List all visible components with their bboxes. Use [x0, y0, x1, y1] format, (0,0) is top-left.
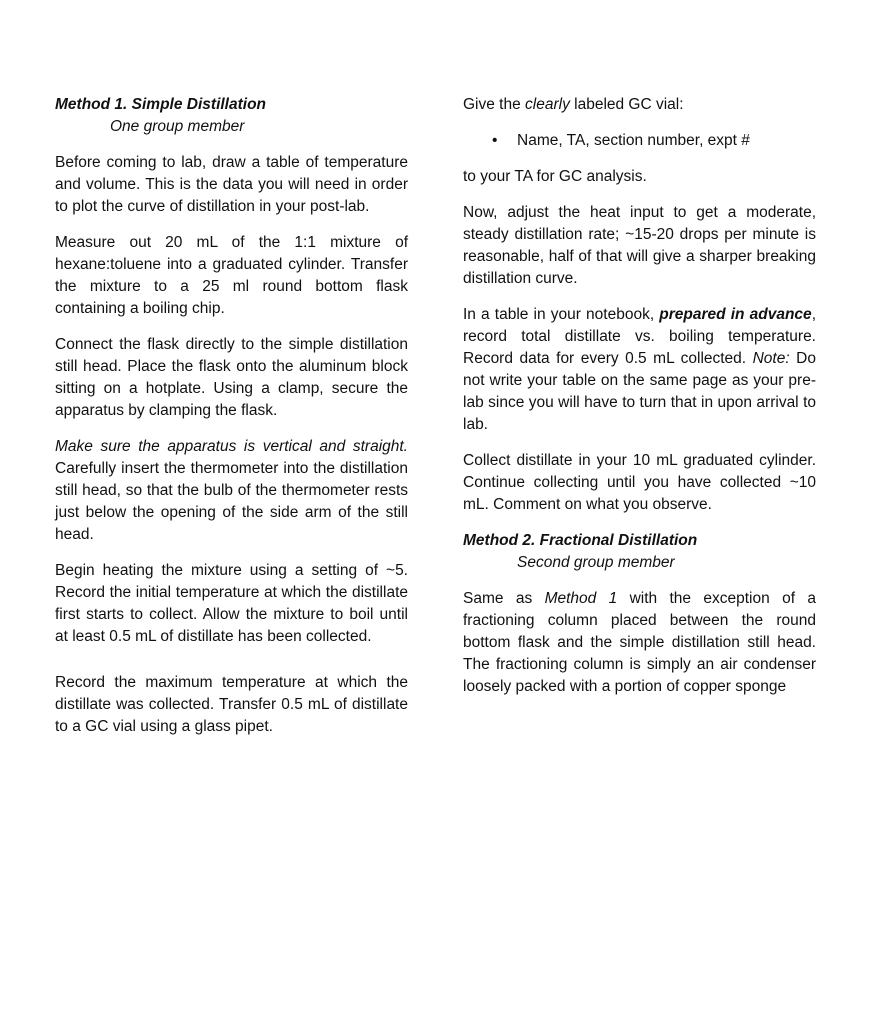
list-item — [463, 130, 816, 152]
vial-label-list — [463, 130, 816, 152]
record-table-post: Do not write your table on the same page as your pre-lab since you will have to turn that in upon arrival to lab. — [463, 350, 816, 433]
same-as-post: with the exception of a fractioning column placed between the round bottom flask and the simple distillation still head. The fractioning column is simply an air condenser loosely packed with a portion of copper sponge — [463, 590, 816, 695]
paragraph-apparatus-vertical — [55, 436, 408, 546]
method1-title-separator: . — [123, 96, 132, 113]
paragraph-record-max-temp: Record the maximum temperature at which the distillate was collected. Transfer 0.5 mL of distillate to a GC vial using a glass pipet. — [55, 674, 408, 735]
record-table-mid: , record total distillate vs. boiling temperature. Record data for every 0.5 mL collected. — [463, 306, 816, 367]
same-as-method-ref: Method 1 — [544, 590, 618, 607]
give-vial-emphasis: clearly — [525, 96, 570, 113]
paragraph-give-vial — [463, 94, 816, 116]
paragraph-fractional-method — [463, 588, 816, 698]
give-vial-post: labeled GC vial: — [569, 96, 684, 113]
method1-title-number: Method 1 — [55, 96, 124, 113]
record-table-note-label: Note: — [752, 350, 790, 367]
bullet-icon: • — [492, 132, 498, 149]
method2-title: Method 2. Fractional Distillation — [463, 532, 698, 549]
paragraph-collect-distillate: Collect distillate in your 10 mL graduated cylinder. Continue collecting until you have collected ~10 mL. Comment on what you observe. — [463, 452, 816, 513]
paragraph-draw-table: Before coming to lab, draw a table of temperature and volume. This is the data you will need in order to plot the curve of distillation in your post-lab. — [55, 154, 408, 215]
paragraph-connect-flask: Connect the flask directly to the simple distillation still head. Place the flask onto the aluminum block sitting on a hotplate. Using a clamp, secure the apparatus by clamping the flask. — [55, 336, 408, 419]
right-column — [463, 94, 816, 712]
insert-thermometer-text: Carefully insert the thermometer into the distillation still head, so that the bulb of the thermometer rests just below the opening of the side arm of the still head. — [55, 460, 408, 543]
method1-subtitle: One group member — [110, 118, 245, 135]
method1-title-name: Simple Distillation — [131, 96, 267, 113]
paragraph-to-ta: to your TA for GC analysis. — [463, 168, 647, 185]
record-table-emphasis: prepared in advance — [659, 306, 812, 323]
record-table-pre: In a table in your notebook, — [463, 306, 660, 323]
left-column — [55, 94, 408, 752]
same-as-pre: Same as — [463, 590, 545, 607]
paragraph-record-table — [463, 304, 816, 436]
list-item-text: Name, TA, section number, expt # — [517, 132, 750, 149]
paragraph-adjust-heat: Now, adjust the heat input to get a moderate, steady distillation rate; ~15-20 drops per minute is reasonable, half of that will give a sharper breaking distillation curve. — [463, 204, 816, 287]
paragraph-begin-heating: Begin heating the mixture using a setting of ~5. Record the initial temperature at which the distillate first starts to collect. Allow the mixture to boil until at least 0.5 mL of distillate has been collected. — [55, 562, 408, 645]
method1-title — [55, 94, 408, 116]
give-vial-pre: Give the — [463, 96, 526, 113]
paragraph-measure-mixture: Measure out 20 mL of the 1:1 mixture of hexane:toluene into a graduated cylinder. Transfer the mixture to a 25 ml round bottom flask containing a boiling chip. — [55, 234, 408, 317]
apparatus-warning: Make sure the apparatus is vertical and straight. — [55, 438, 408, 455]
method2-subtitle: Second group member — [517, 554, 675, 571]
